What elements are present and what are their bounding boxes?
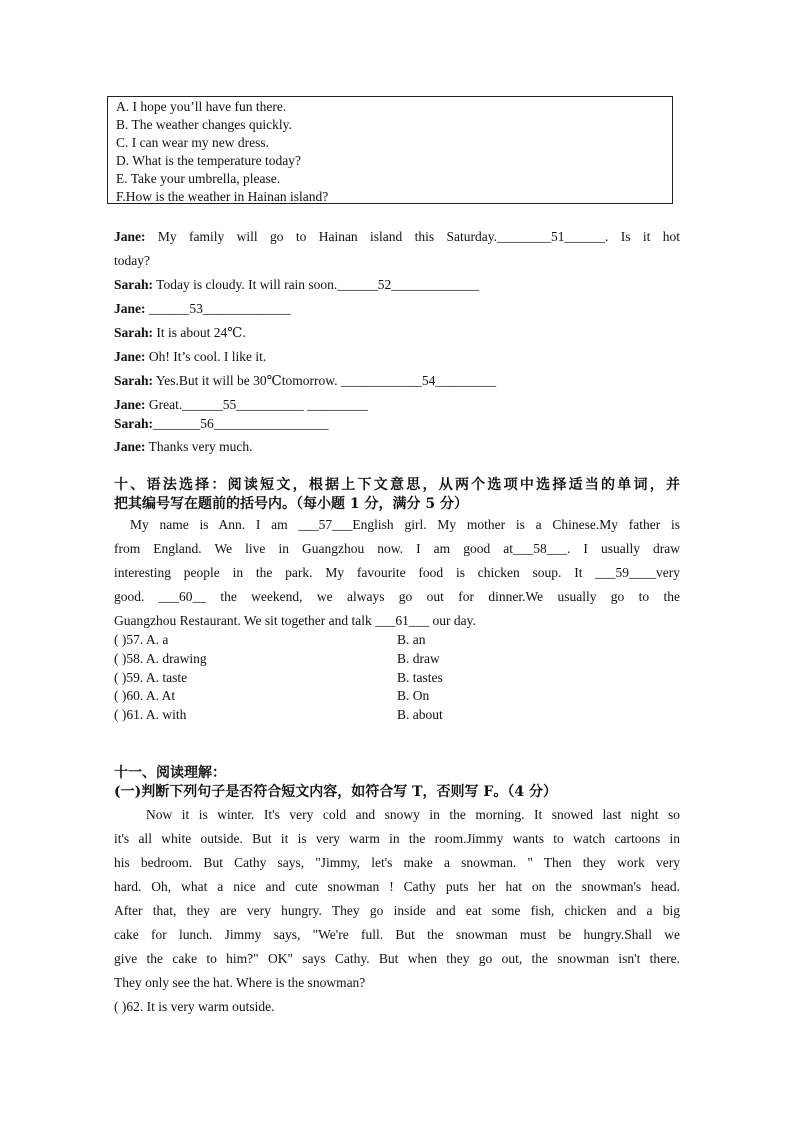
passage-11-line-7: give the cake to him?" OK" says Cathy. But when they go out, the snowman isn't there. bbox=[114, 951, 680, 966]
option-a: A. I hope you’ll have fun there. bbox=[116, 99, 287, 114]
option-c: C. I can wear my new dress. bbox=[116, 135, 269, 150]
question-62: ( )62. It is very warm outside. bbox=[114, 999, 275, 1014]
speaker-label: Sarah: bbox=[114, 277, 154, 292]
dialogue-line-54 bbox=[114, 373, 496, 389]
speaker-label: Jane: bbox=[114, 439, 146, 454]
question-61-option-b: B. about bbox=[397, 707, 443, 722]
dialogue-text: Yes.But it will be 30℃tomorrow. ____________54_________ bbox=[155, 373, 497, 388]
section-10-heading-cont: 把其编号写在题前的括号内。（每小题 1 分，满分 5 分） bbox=[114, 496, 468, 512]
passage-11-line-2: it's all white outside. But it is very warm in the room.Jimmy wants to watch cartoons in bbox=[114, 831, 680, 846]
passage-11-line-3: his bedroom. But Cathy says, "Jimmy, let's make a snowman. " Then they work very bbox=[114, 855, 680, 870]
answer-options-box bbox=[107, 96, 673, 204]
question-60-option-b: B. On bbox=[397, 688, 430, 703]
passage-10-line-2: from England. We live in Guangzhou now. I am good at___58___. I usually draw bbox=[114, 541, 680, 556]
question-59-option-b: B. tastes bbox=[397, 670, 443, 685]
passage-11-line-6: cake for lunch. Jimmy says, "We're full. But the snowman must be hungry.Shall we bbox=[114, 927, 680, 942]
dialogue-line-thanks bbox=[114, 439, 253, 455]
passage-11-line-4: hard. Oh, what a nice and cute snowman ! Cathy puts her hat on the snowman's head. bbox=[114, 879, 680, 894]
passage-10-line-1: My name is Ann. I am ___57___English girl. My mother is a Chinese.My father is bbox=[130, 517, 680, 532]
dialogue-line-52 bbox=[114, 277, 479, 293]
speaker-label: Jane: bbox=[114, 301, 146, 316]
dialogue-text: Thanks very much. bbox=[148, 439, 253, 454]
passage-11-line-1: Now it is winter. It's very cold and snowy in the morning. It snowed last night so bbox=[146, 807, 680, 822]
question-57-option-b: B. an bbox=[397, 632, 426, 647]
dialogue-line-53 bbox=[114, 301, 291, 317]
passage-10-line-3: interesting people in the park. My favourite food is chicken soup. It ___59____very bbox=[114, 565, 680, 580]
dialogue-text: _______56_________________ bbox=[153, 416, 329, 431]
question-58-option-b: B. draw bbox=[397, 651, 440, 666]
passage-10-line-5: Guangzhou Restaurant. We sit together and talk ___61___ our day. bbox=[114, 613, 476, 628]
passage-11-line-5: After that, they are very hungry. They go inside and eat some fish, chicken and a big bbox=[114, 903, 680, 918]
option-b: B. The weather changes quickly. bbox=[116, 117, 292, 132]
option-d: D. What is the temperature today? bbox=[116, 153, 301, 168]
dialogue-line-cont: today? bbox=[114, 253, 150, 268]
speaker-label: Sarah: bbox=[114, 325, 154, 340]
section-10-heading: 十、语法选择：阅读短文，根据上下文意思，从两个选项中选择适当的单词，并 bbox=[114, 477, 680, 493]
speaker-label: Sarah: bbox=[114, 373, 154, 388]
question-59-option-a: ( )59. A. taste bbox=[114, 670, 188, 685]
dialogue-text: Great.______55__________ _________ bbox=[148, 397, 368, 412]
speaker-label: Jane: bbox=[114, 397, 146, 412]
speaker-label: Jane: bbox=[114, 349, 146, 364]
passage-10-line-4: good. ___60__ the weekend, we always go out for dinner.We usually go to the bbox=[114, 589, 680, 604]
question-61-option-a: ( )61. A. with bbox=[114, 707, 187, 722]
dialogue-line-cool bbox=[114, 349, 266, 365]
dialogue-text: It is about 24℃. bbox=[156, 325, 246, 340]
dialogue-line-temp bbox=[114, 325, 246, 341]
question-60-option-a: ( )60. A. At bbox=[114, 688, 176, 703]
speaker-label: Sarah: bbox=[114, 416, 154, 431]
dialogue-line-51 bbox=[114, 229, 680, 245]
option-f: F.How is the weather in Hainan island? bbox=[116, 189, 329, 204]
dialogue-text: Today is cloudy. It will rain soon.______52_____________ bbox=[156, 277, 480, 292]
question-57-option-a: ( )57. A. a bbox=[114, 632, 169, 647]
dialogue-text: ______53_____________ bbox=[148, 301, 291, 316]
section-11-subheading: (一)判断下列句子是否符合短文内容，如符合写 T，否则写 F。（4 分） bbox=[114, 784, 557, 800]
question-58-option-a: ( )58. A. drawing bbox=[114, 651, 207, 666]
dialogue-line-55 bbox=[114, 397, 368, 413]
speaker-label: Jane: bbox=[114, 229, 146, 244]
passage-11-line-8: They only see the hat. Where is the snowman? bbox=[114, 975, 366, 990]
dialogue-text: Oh! It’s cool. I like it. bbox=[148, 349, 267, 364]
option-e: E. Take your umbrella, please. bbox=[116, 171, 281, 186]
dialogue-line-56 bbox=[114, 416, 329, 432]
section-11-heading: 十一、阅读理解： bbox=[114, 765, 226, 781]
dialogue-text: My family will go to Hainan island this Saturday.________51______. Is it hot bbox=[157, 229, 680, 244]
